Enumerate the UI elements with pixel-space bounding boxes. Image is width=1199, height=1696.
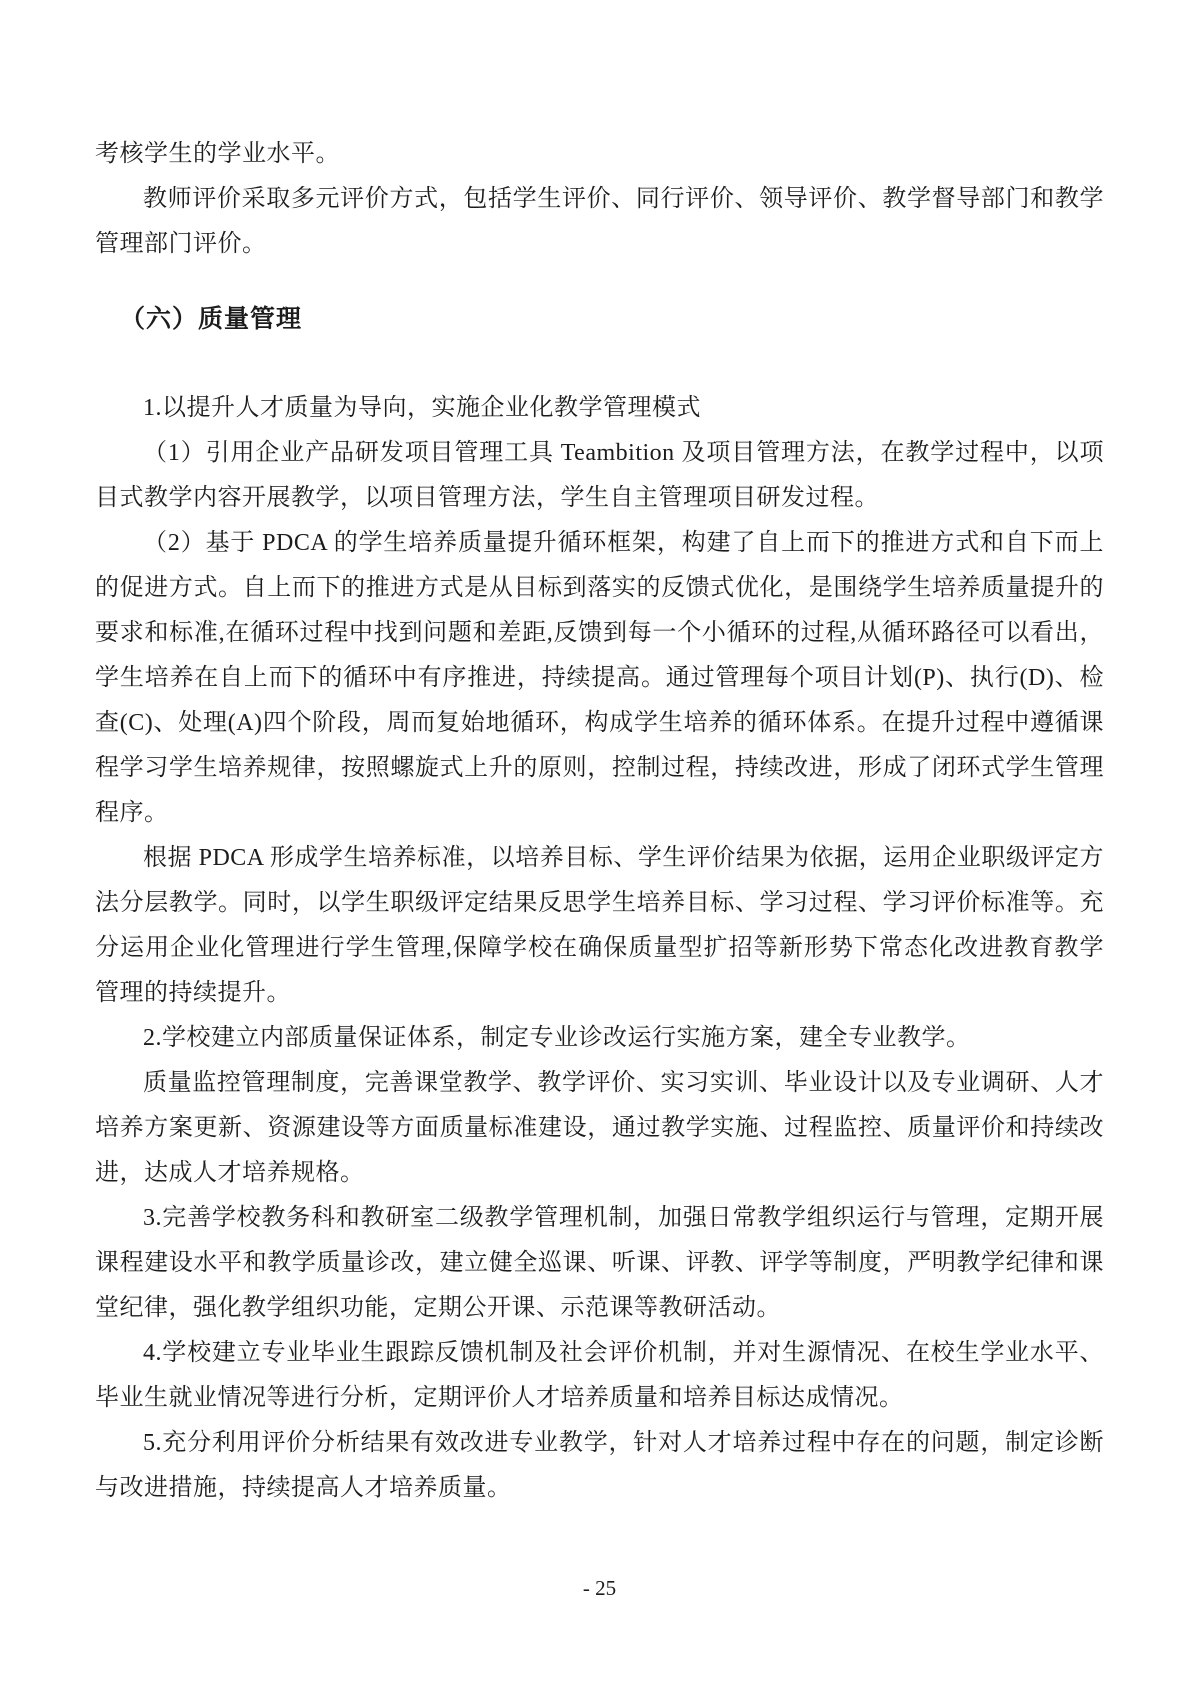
section-heading: （六）质量管理 — [120, 305, 303, 333]
document-body — [95, 132, 1104, 1511]
paragraph: 考核学生的学业水平。 — [95, 141, 340, 167]
paragraph: （1）引用企业产品研发项目管理工具 Teambition 及项目管理方法，在教学过程中，以项目式教学内容开展教学，以项目管理方法，学生自主管理项目研发过程。 — [95, 440, 1104, 511]
paragraph: 质量监控管理制度，完善课堂教学、教学评价、实习实训、毕业设计以及专业调研、人才培养方案更新、资源建设等方面质量标准建设，通过教学实施、过程监控、质量评价和持续改进，达成人才培养规格。 — [95, 1070, 1104, 1186]
page-number: - 25 — [582, 1576, 617, 1600]
paragraph: 4.学校建立专业毕业生跟踪反馈机制及社会评价机制，并对生源情况、在校生学业水平、毕业生就业情况等进行分析，定期评价人才培养质量和培养目标达成情况。 — [95, 1340, 1104, 1411]
paragraph: 5.充分利用评价分析结果有效改进专业教学，针对人才培养过程中存在的问题，制定诊断与改进措施，持续提高人才培养质量。 — [95, 1430, 1104, 1501]
paragraph: 3.完善学校教务科和教研室二级教学管理机制，加强日常教学组织运行与管理，定期开展课程建设水平和教学质量诊改，建立健全巡课、听课、评教、评学等制度，严明教学纪律和课堂纪律，强化教学组织功能，定期公开课、示范课等教研活动。 — [95, 1205, 1104, 1321]
paragraph: 1.以提升人才质量为导向，实施企业化教学管理模式 — [143, 395, 701, 421]
paragraph: 教师评价采取多元评价方式，包括学生评价、同行评价、领导评价、教学督导部门和教学管理部门评价。 — [95, 186, 1104, 257]
paragraph: （2）基于 PDCA 的学生培养质量提升循环框架，构建了自上而下的推进方式和自下而上的促进方式。自上而下的推进方式是从目标到落实的反馈式优化，是围绕学生培养质量提升的要求和标准,在循环过程中找到问题和差距,反馈到每一个小循环的过程,从循环路径可以看出，学生培养在自上而下的循环中有序推进，持续提高。通过管理每个项目计划(P)、执行(D)、检查(C)、处理(A)四个阶段，周而复始地循环，构成学生培养的循环体系。在提升过程中遵循课程学习学生培养规律，按照螺旋式上升的原则，控制过程，持续改进，形成了闭环式学生管理程序。 — [95, 530, 1104, 826]
paragraph: 2.学校建立内部质量保证体系，制定专业诊改运行实施方案，建全专业教学。 — [143, 1025, 971, 1051]
paragraph: 根据 PDCA 形成学生培养标准，以培养目标、学生评价结果为依据，运用企业职级评定方法分层教学。同时，以学生职级评定结果反思学生培养目标、学习过程、学习评价标准等。充分运用企业化管理进行学生管理,保障学校在确保质量型扩招等新形势下常态化改进教育教学管理的持续提升。 — [95, 845, 1104, 1006]
